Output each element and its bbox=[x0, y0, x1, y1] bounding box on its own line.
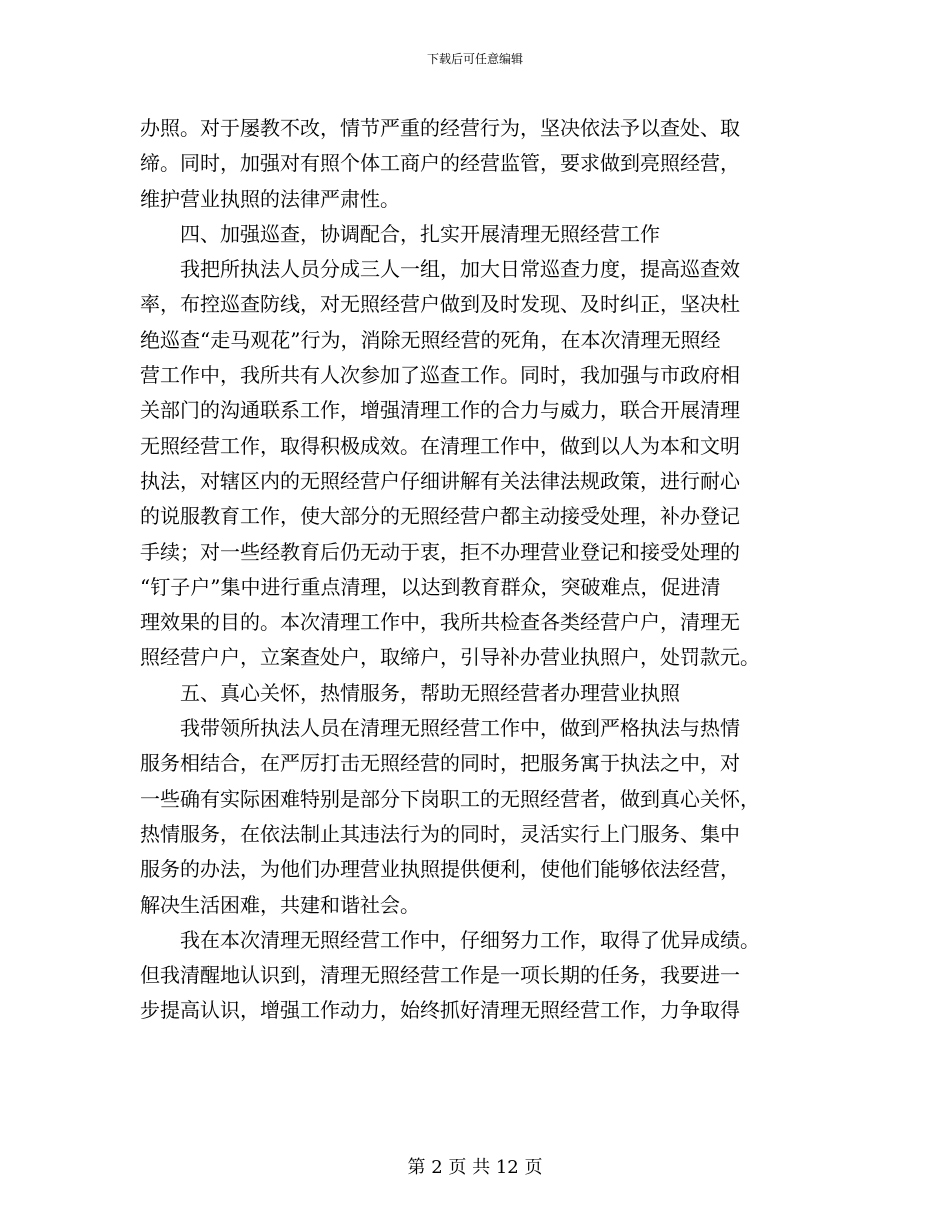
text-line: 维护营业执照的法律严肃性。 bbox=[140, 186, 400, 211]
text-line: 绝巡查“走马观花”行为，消除无照经营的死角，在本次清理无照经 bbox=[140, 327, 721, 352]
text-line: 缔。同时，加强对有照个体工商户的经营监管，要求做到亮照经营， bbox=[140, 151, 740, 176]
document-body bbox=[140, 111, 820, 1029]
text-line: 但我清醒地认识到，清理无照经营工作是一项长期的任务，我要进一 bbox=[140, 963, 740, 988]
text-line: 步提高认识，增强工作动力，始终抓好清理无照经营工作，力争取得 bbox=[140, 998, 740, 1023]
section-heading: 五、真心关怀，热情服务，帮助无照经营者办理营业执照 bbox=[180, 680, 680, 705]
text-line: 照经营户户，立案查处户，取缔户，引导补办营业执照户，处罚款元。 bbox=[140, 645, 760, 670]
text-line: 营工作中，我所共有人次参加了巡查工作。同时，我加强与市政府相 bbox=[140, 363, 740, 388]
text-line: 一些确有实际困难特别是部分下岗职工的无照经营者，做到真心关怀， bbox=[140, 786, 760, 811]
text-line: 解决生活困难，共建和谐社会。 bbox=[140, 892, 420, 917]
text-line: “钉子户”集中进行重点清理，以达到教育群众，突破难点，促进清 bbox=[140, 574, 721, 599]
text-line: 执法，对辖区内的无照经营户仔细讲解有关法律法规政策，进行耐心 bbox=[140, 468, 740, 493]
page-header: 下载后可任意编辑 bbox=[426, 52, 523, 66]
page-number: 第 2 页 共 12 页 bbox=[407, 1157, 543, 1178]
text-line: 办照。对于屡教不改，情节严重的经营行为，坚决依法予以查处、取 bbox=[140, 116, 740, 140]
text-line: 我带领所执法人员在清理无照经营工作中，做到严格执法与热情 bbox=[180, 716, 740, 741]
text-line: 手续；对一些经教育后仍无动于衷，拒不办理营业登记和接受处理的 bbox=[140, 539, 740, 564]
text-line: 无照经营工作，取得积极成效。在清理工作中，做到以人为本和文明 bbox=[140, 433, 740, 458]
text-line: 关部门的沟通联系工作，增强清理工作的合力与威力，联合开展清理 bbox=[140, 398, 740, 423]
text-line: 我把所执法人员分成三人一组，加大日常巡查力度，提高巡查效 bbox=[180, 257, 740, 282]
text-line: 的说服教育工作，使大部分的无照经营户都主动接受处理，补办登记 bbox=[140, 504, 740, 529]
text-line: 率，布控巡查防线，对无照经营户做到及时发现、及时纠正，坚决杜 bbox=[140, 292, 740, 317]
text-line: 服务的办法，为他们办理营业执照提供便利，使他们能够依法经营， bbox=[140, 857, 740, 882]
text-line: 理效果的目的。本次清理工作中，我所共检查各类经营户户，清理无 bbox=[140, 610, 740, 635]
text-line: 热情服务，在依法制止其违法行为的同时，灵活实行上门服务、集中 bbox=[140, 821, 740, 846]
text-line: 服务相结合，在严厉打击无照经营的同时，把服务寓于执法之中，对 bbox=[140, 751, 740, 776]
section-heading: 四、加强巡查，协调配合，扎实开展清理无照经营工作 bbox=[180, 221, 660, 246]
text-line: 我在本次清理无照经营工作中，仔细努力工作，取得了优异成绩。 bbox=[180, 927, 760, 952]
